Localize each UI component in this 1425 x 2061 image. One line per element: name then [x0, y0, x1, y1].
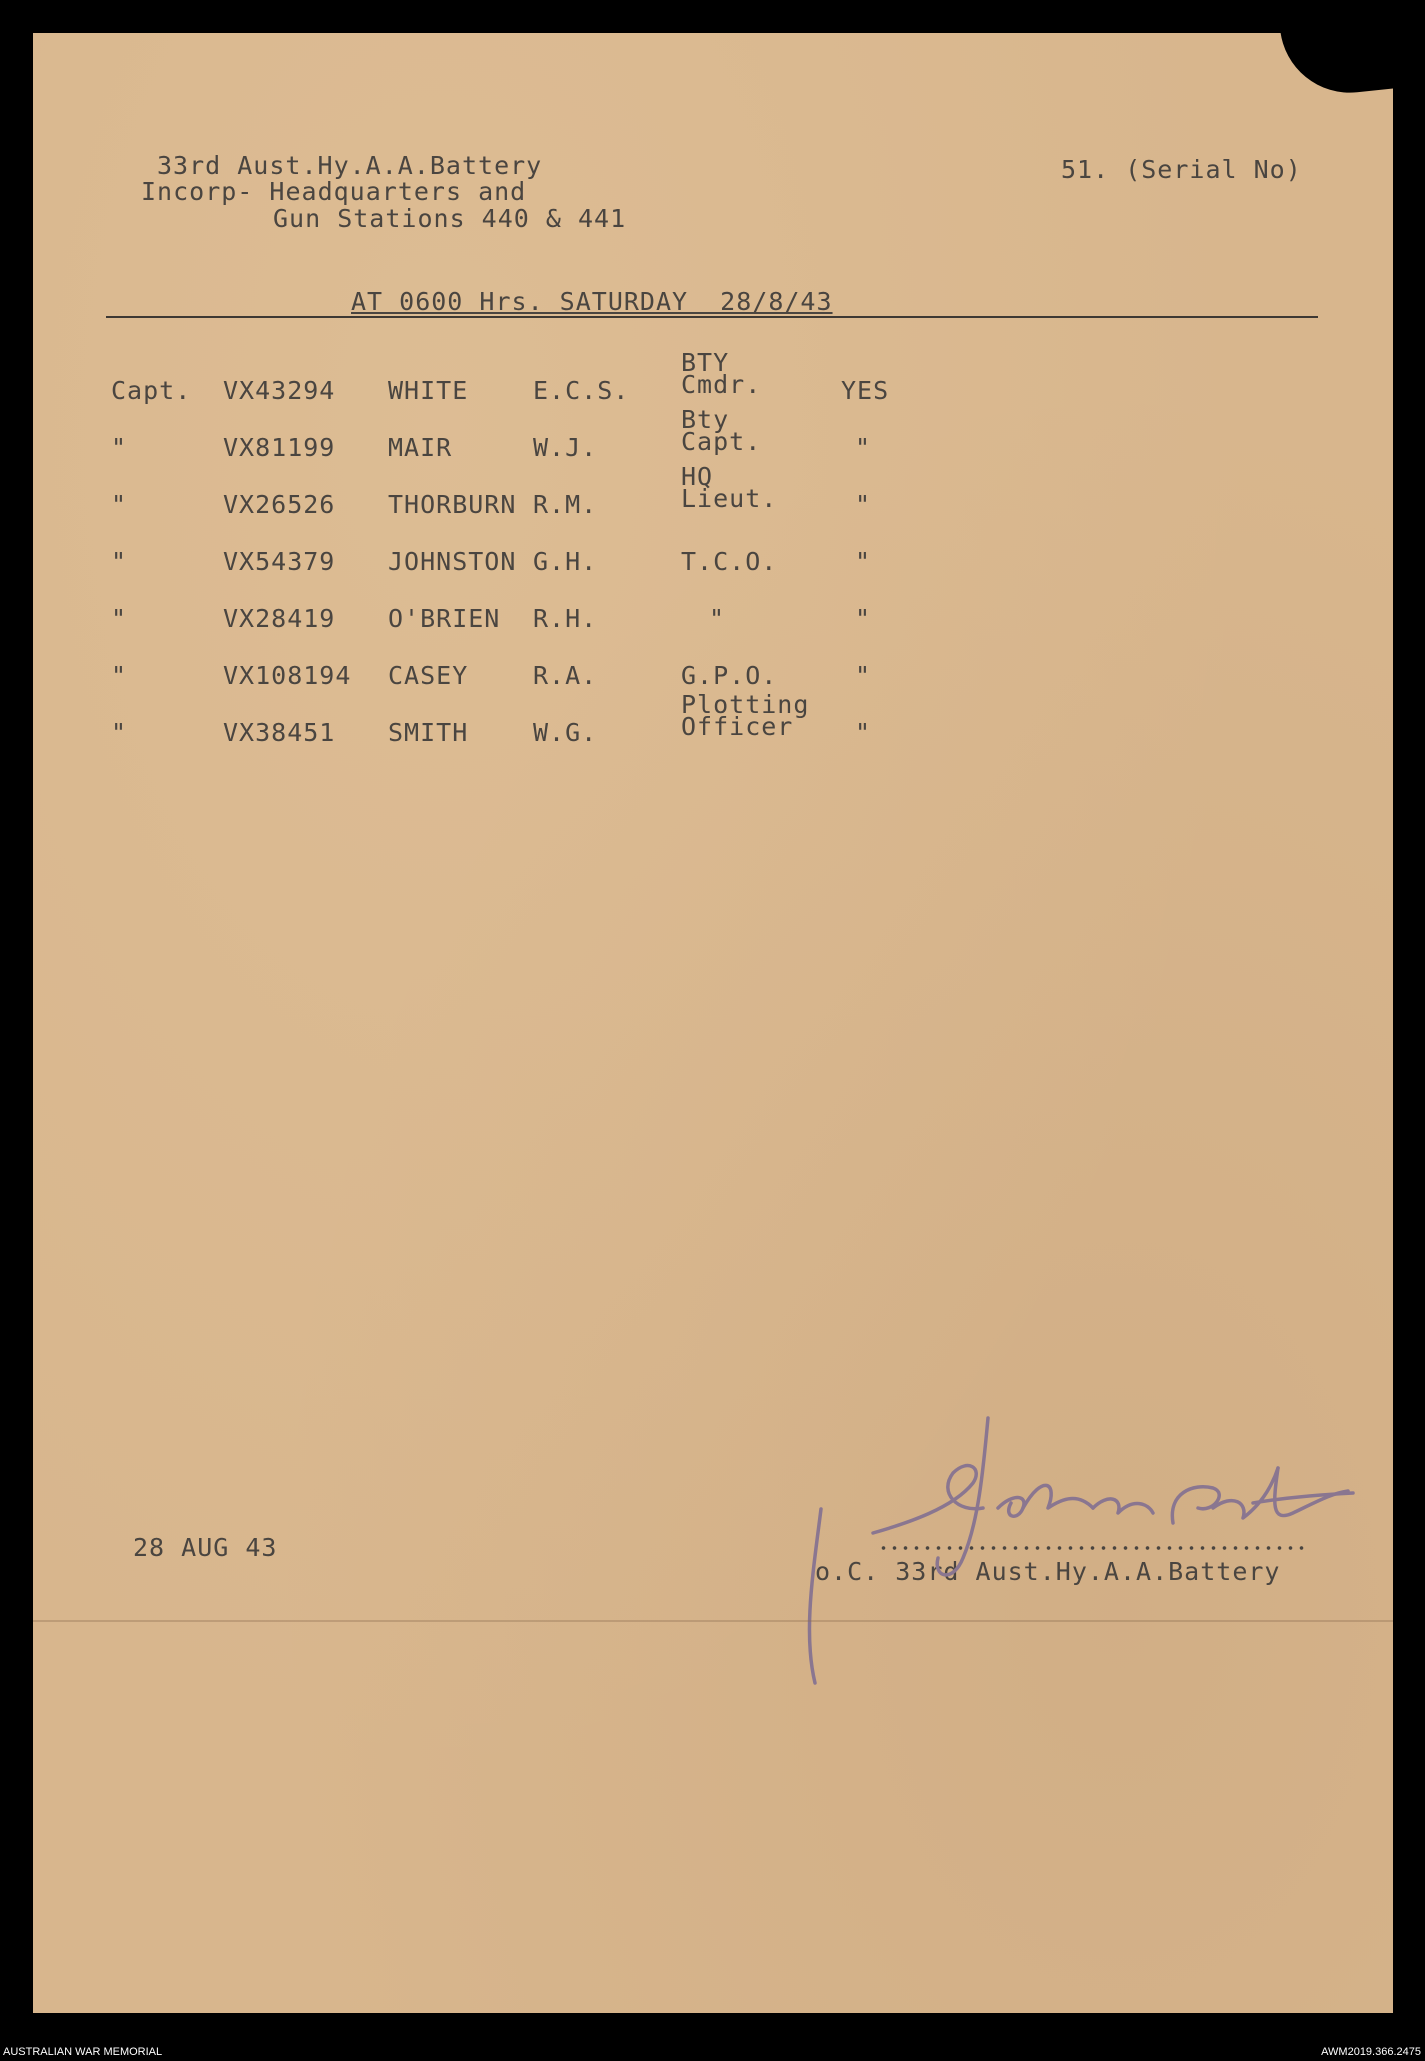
roster-status: ": [855, 547, 872, 576]
roster-rank: Capt.: [111, 376, 192, 405]
unit-name-line-3: Gun Stations 440 & 441: [273, 204, 627, 233]
roster-service-number: VX28419: [223, 604, 336, 633]
roster-initials: W.G.: [533, 718, 598, 747]
signature-block: o.C. 33rd Aust.Hy.A.A.Battery: [815, 1557, 1281, 1586]
torn-corner: [1279, 33, 1393, 100]
unit-name-line-1: 33rd Aust.Hy.A.A.Battery: [157, 151, 543, 180]
heading-rule: [106, 316, 1318, 318]
roster-initials: E.C.S.: [533, 376, 630, 405]
roster-initials: W.J.: [533, 433, 598, 462]
roster-surname: CASEY: [388, 661, 469, 690]
roster-rank: ": [111, 604, 128, 633]
roster-surname: SMITH: [388, 718, 469, 747]
roster-appointment-line: Bty: [681, 405, 730, 434]
roster-appointment-line: Capt.: [681, 427, 762, 456]
serial-number: 51. (Serial No): [1061, 155, 1302, 184]
roster-rank: ": [111, 718, 128, 747]
roster-service-number: VX43294: [223, 376, 336, 405]
roster-appointment-line: HQ: [681, 462, 714, 491]
roster-appointment-line: BTY: [681, 348, 730, 377]
roster-appointment-line: Lieut.: [681, 484, 778, 513]
roster-initials: R.H.: [533, 604, 598, 633]
roster-rank: ": [111, 661, 128, 690]
roster-service-number: VX26526: [223, 490, 336, 519]
roster-surname: WHITE: [388, 376, 469, 405]
roster-initials: G.H.: [533, 547, 598, 576]
roster-service-number: VX38451: [223, 718, 336, 747]
archive-reference: AWM2019.366.2475: [1321, 2046, 1421, 2058]
roster-service-number: VX108194: [223, 661, 352, 690]
roster-appointment: T.C.O.: [681, 547, 778, 576]
roster-rank: ": [111, 490, 128, 519]
roster-initials: R.M.: [533, 490, 598, 519]
roster-surname: THORBURN: [388, 490, 517, 519]
document-page: [33, 33, 1393, 2013]
roster-service-number: VX81199: [223, 433, 336, 462]
roster-service-number: VX54379: [223, 547, 336, 576]
roster-appointment: G.P.O.: [681, 661, 778, 690]
time-heading: AT 0600 Hrs. SATURDAY 28/8/43: [351, 287, 833, 316]
roster-status: YES: [841, 376, 890, 405]
roster-status: ": [855, 604, 872, 633]
roster-appointment-line: Plotting: [681, 690, 810, 719]
roster-initials: R.A.: [533, 661, 598, 690]
roster-appointment: ": [709, 604, 726, 633]
roster-status: ": [855, 718, 872, 747]
document-date: 28 AUG 43: [133, 1533, 278, 1562]
roster-appointment-line: Cmdr.: [681, 370, 762, 399]
roster-rank: ": [111, 433, 128, 462]
roster-surname: JOHNSTON: [388, 547, 517, 576]
roster-status: ": [855, 433, 872, 462]
unit-name-line-2: Incorp- Headquarters and: [141, 177, 527, 206]
archive-credit: AUSTRALIAN WAR MEMORIAL: [3, 2046, 163, 2058]
roster-rank: ": [111, 547, 128, 576]
roster-appointment-line: Officer: [681, 712, 794, 741]
roster-status: ": [855, 490, 872, 519]
roster-surname: MAIR: [388, 433, 453, 462]
roster-surname: O'BRIEN: [388, 604, 501, 633]
roster-status: ": [855, 661, 872, 690]
handwritten-signature: [773, 1413, 1373, 1703]
fold-crease: [33, 1620, 1393, 1622]
